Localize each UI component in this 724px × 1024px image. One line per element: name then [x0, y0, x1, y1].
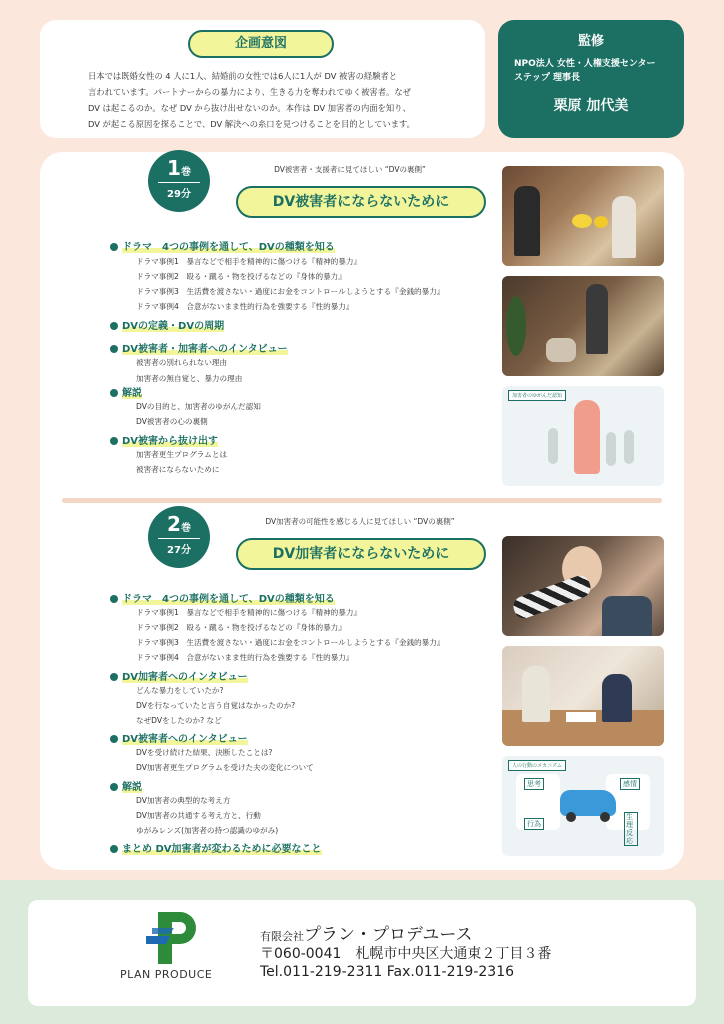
vol1-photo-violence-scene — [502, 276, 664, 376]
intent-body — [88, 68, 448, 132]
vol2-explain-item: DV加害者の典型的な考え方 — [136, 796, 231, 805]
vol1-drama-item: ドラマ事例2 殴る・蹴る・物を投げるなどの『身体的暴力』 — [136, 272, 346, 281]
vol1-interview-item: 被害者の別れられない理由 — [136, 358, 228, 367]
supervisor-org — [514, 57, 684, 85]
mechanism-label: 生理反応 — [624, 812, 638, 846]
intent-line: 言われています。パートナーからの暴力により、生きる力を奪われてゆく被害者。なぜ — [88, 87, 411, 97]
vol2-explain-item: ゆがみレンズ(加害者の持つ認識のゆがみ) — [136, 826, 279, 835]
mechanism-label: 思考 — [524, 778, 544, 790]
vol1-section-escape: DV被害から抜け出す — [110, 432, 218, 447]
vol1-explain-item: DVの目的と、加害者のゆがんだ認知 — [136, 402, 261, 411]
vol1-drama-item: ドラマ事例3 生活費を渡さない・過度にお金をコントロールしようとする『金銭的暴力』 — [136, 287, 445, 296]
vol1-photo-cognition-cg — [502, 386, 664, 486]
company-prefix: 有限会社 — [260, 930, 304, 943]
vol1-suffix: 巻 — [180, 167, 191, 178]
vol2-section-explain: 解説 — [110, 778, 142, 793]
vol1-escape-item: 加害者更生プログラムとは — [136, 450, 228, 459]
vol2-duration: 27分 — [158, 538, 200, 556]
vol2-drama-item: ドラマ事例4 合意がないまま性的行為を強要する『性的暴力』 — [136, 653, 354, 662]
vol2-drama-item: ドラマ事例2 殴る・蹴る・物を投げるなどの『身体的暴力』 — [136, 623, 346, 632]
vol1-interview-item: 加害者の無自覚と、暴力の理由 — [136, 374, 243, 383]
intent-title: 企画意図 — [188, 30, 334, 58]
mechanism-caption: 人の行動のメカニズム — [508, 760, 566, 771]
intent-line: DV は起こるのか。なぜ DV から抜け出せないのか。本作は DV 加害者の内面を知り、 — [88, 103, 411, 113]
supervisor-name: 栗原 加代美 — [553, 98, 629, 114]
supervisor-title: 監修 — [577, 34, 604, 49]
vol2-section-victim-interview: DV被害者へのインタビュー — [110, 730, 248, 745]
vol1-badge — [148, 150, 210, 212]
vol1-subtitle: DV被害者・支援者に見てほしい “DVの裏側” — [274, 165, 426, 174]
vol1-number: 1 — [167, 156, 181, 180]
cognition-caption: 加害者のゆがんだ認知 — [508, 390, 566, 401]
vol1-section-drama: ドラマ 4つの事例を通して、DVの種類を知る — [110, 238, 335, 253]
vol2-section-drama: ドラマ 4つの事例を通して、DVの種類を知る — [110, 590, 335, 605]
company-name-text: プラン・プロデユース — [304, 925, 473, 945]
vol2-drama-item: ドラマ事例3 生活費を渡さない・過度にお金をコントロールしようとする『金銭的暴力』 — [136, 638, 445, 647]
vol2-title: DV加害者にならないために — [236, 538, 486, 570]
supervisor-org-line: ステップ 理事長 — [514, 73, 580, 83]
mechanism-label: 行為 — [524, 818, 544, 830]
vol1-drama-item: ドラマ事例1 暴言などで相手を精神的に傷つける『精神的暴力』 — [136, 257, 362, 266]
supervisor-org-line: NPO法人 女性・人権支援センター — [514, 59, 656, 69]
section-divider — [62, 498, 662, 503]
vol2-badge — [148, 506, 210, 568]
vol2-perp-interview-item: DVを行なっていたと言う自覚はなかったのか? — [136, 701, 296, 710]
plan-produce-logo-icon — [144, 906, 200, 966]
vol2-number: 2 — [167, 512, 181, 536]
logo-text: PLAN PRODUCE — [120, 968, 213, 981]
company-tel: Tel.011-219-2311 Fax.011-219-2316 — [260, 964, 515, 980]
vol1-drama-item: ドラマ事例4 合意がないまま性的行為を強要する『性的暴力』 — [136, 302, 354, 311]
vol2-explain-item: DV加害者の共通する考え方と、行動 — [136, 811, 261, 820]
vol2-perp-interview-item: どんな暴力をしていたか? — [136, 686, 224, 695]
intent-line: 日本では既婚女性の 4 人に1人、結婚前の女性では6人に1人が DV 被害の経験者と — [88, 71, 398, 81]
vol2-photo-grab-scene — [502, 536, 664, 636]
vol1-explain-item: DV被害者の心の裏側 — [136, 417, 208, 426]
vol2-section-summary: まとめ DV加害者が変わるために必要なこと — [110, 840, 322, 855]
vol1-duration: 29分 — [158, 182, 200, 200]
intent-box — [40, 20, 485, 138]
vol1-section-explain: 解説 — [110, 384, 142, 399]
vol2-photo-mechanism-diagram — [502, 756, 664, 856]
vol2-perp-interview-item: なぜDVをしたのか? など — [136, 716, 222, 725]
vol2-victim-interview-item: DV加害者更生プログラムを受けた夫の変化について — [136, 763, 314, 772]
vol1-section-interview: DV被害者・加害者へのインタビュー — [110, 340, 288, 355]
intent-line: DV が起こる原因を探ることで、DV 解決への糸口を見つけることを目的としています。 — [88, 119, 415, 129]
vol2-suffix: 巻 — [180, 523, 191, 534]
vol2-victim-interview-item: DVを受け続けた結果、決断したことは? — [136, 748, 273, 757]
company-name — [260, 920, 472, 945]
mechanism-label: 感情 — [620, 778, 640, 790]
vol1-photo-drama-scene — [502, 166, 664, 266]
footer — [28, 900, 696, 1006]
vol1-escape-item: 被害者にならないために — [136, 465, 220, 474]
supervisor-box — [498, 20, 684, 138]
vol2-subtitle: DV加害者の可能性を感じる人に見てほしい “DVの裏側” — [265, 517, 455, 526]
vol2-section-perp-interview: DV加害者へのインタビュー — [110, 668, 248, 683]
vol1-title: DV被害者にならないために — [236, 186, 486, 218]
vol2-photo-couple-scene — [502, 646, 664, 746]
company-address: 〒060-0041 札幌市中央区大通東２丁目３番 — [260, 946, 552, 962]
vol2-drama-item: ドラマ事例1 暴言などで相手を精神的に傷つける『精神的暴力』 — [136, 608, 362, 617]
vol1-section-definition: DVの定義・DVの周期 — [110, 317, 224, 332]
